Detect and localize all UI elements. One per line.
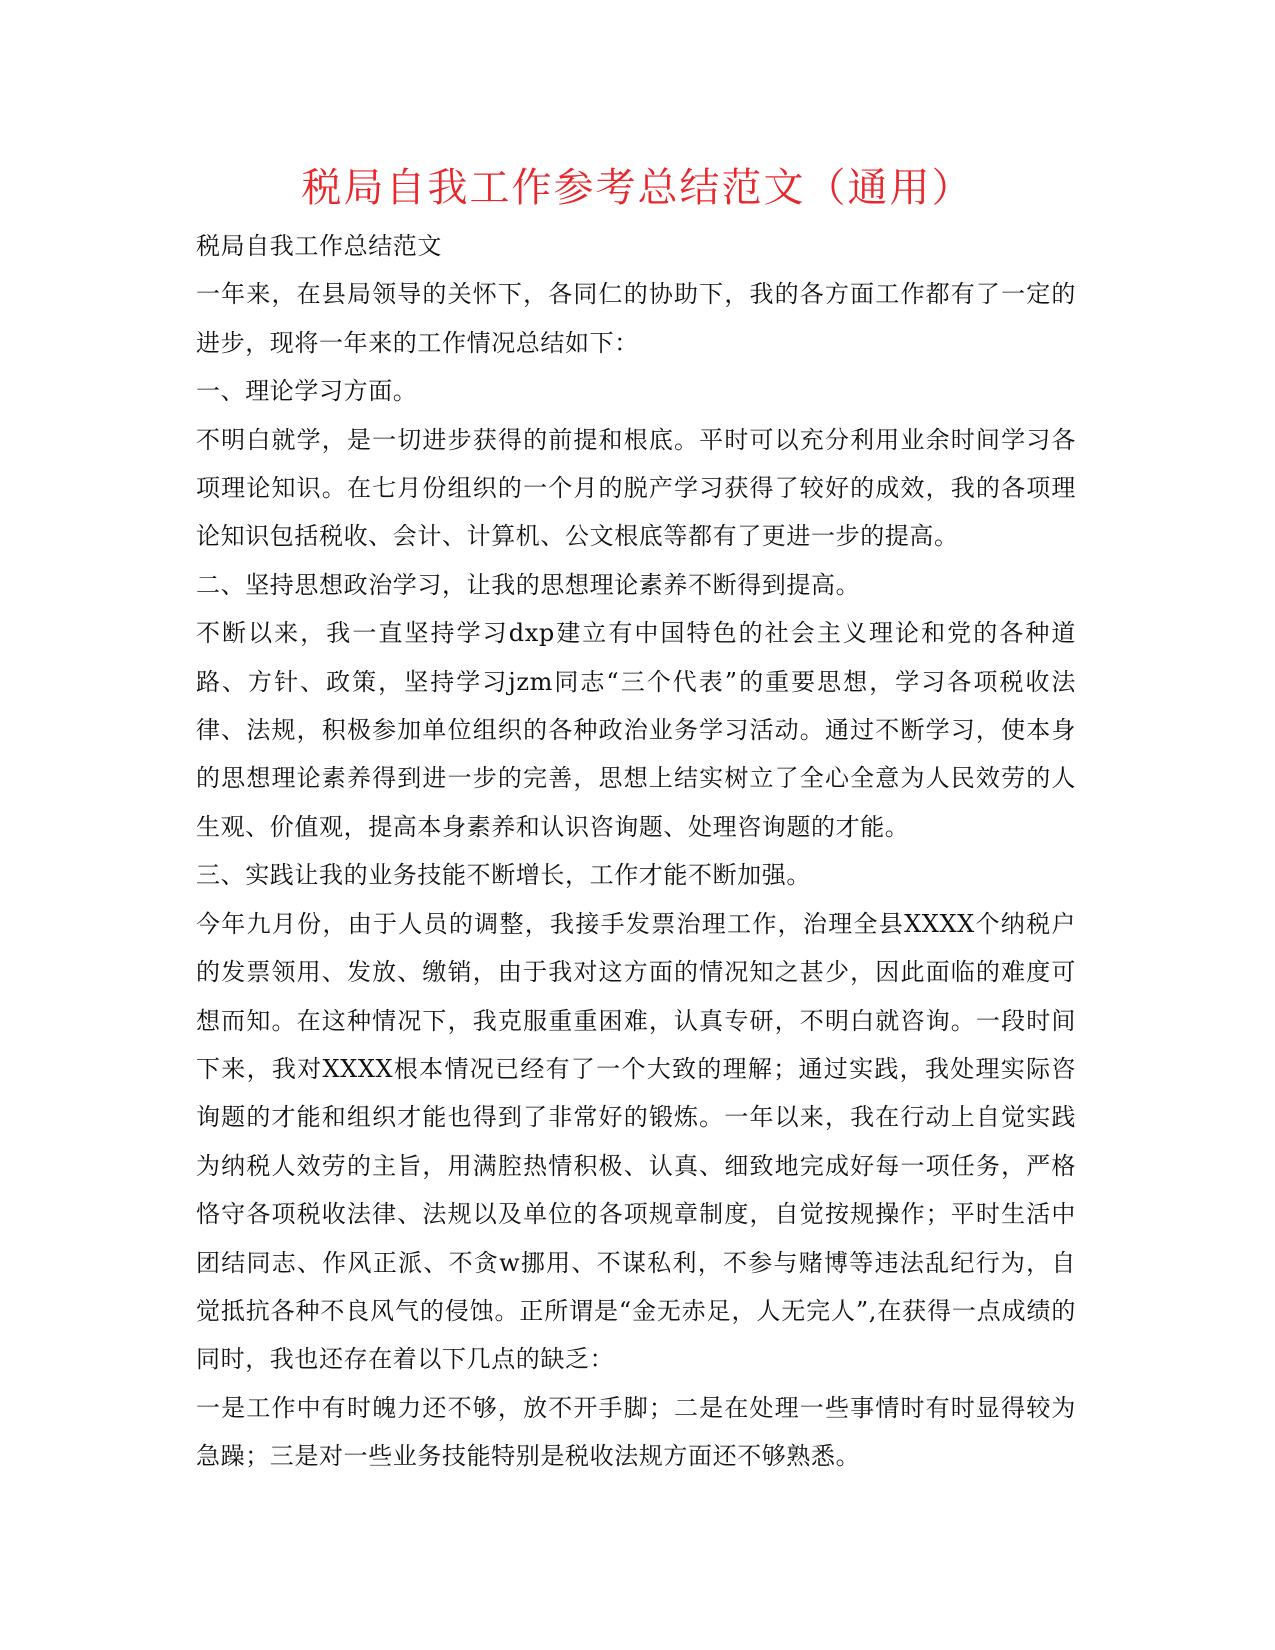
body-paragraph: 今年九月份，由于人员的调整，我接手发票治理工作，治理全县XXXX个纳税户的发票领用、发放、缴销，由于我对这方面的情况知之甚少，因此面临的难度可想而知。在这种情况下，我克服重重困难，认真专研，不明白就咨询。一段时间下来，我对XXXX根本情况已经有了一个大致的理解；通过实践，我处理实际咨询题的才能和组织才能也得到了非常好的锻炼。一年以来，我在行动上自觉实践为纳税人效劳的主旨，用满腔热情积极、认真、细致地完成好每一项任务，严格恪守各项税收法律、法规以及单位的各项规章制度，自觉按规操作；平时生活中团结同志、作风正派、不贪w挪用、不谋私利，不参与赌博等违法乱纪行为，自觉抵抗各种不良风气的侵蚀。正所谓是“金无赤足，人无完人”,在获得一点成绩的同时，我也还存在着以下几点的缺乏： bbox=[196, 909, 1076, 1374]
body-paragraph: 不明白就学，是一切进步获得的前提和根底。平时可以充分利用业余时间学习各项理论知识。在七月份组织的一个月的脱产学习获得了较好的成效，我的各项理论知识包括税收、会计、计算机、公文根底等都有了更进一步的提高。 bbox=[196, 425, 1076, 551]
document-title: 税局自我工作参考总结范文（通用） bbox=[301, 165, 974, 211]
section-heading-2: 二、坚持思想政治学习，让我的思想理论素养不断得到提高。 bbox=[196, 570, 861, 599]
body-paragraph: 不断以来，我一直坚持学习dxp建立有中国特色的社会主义理论和党的各种道路、方针、政策，坚持学习jzm同志“三个代表”的重要思想，学习各项税收法律、法规，积极参加单位组织的各种政治业务学习活动。通过不断学习，使本身的思想理论素养得到进一步的完善，思想上结实树立了全心全意为人民效劳的人生观、价值观，提高本身素养和认识咨询题、处理咨询题的才能。 bbox=[196, 619, 1076, 841]
section-heading-1: 一、理论学习方面。 bbox=[196, 377, 418, 406]
document-body bbox=[196, 222, 1076, 1481]
section-heading-3: 三、实践让我的业务技能不断增长，工作才能不断加强。 bbox=[196, 861, 811, 890]
intro-paragraph: 一年来，在县局领导的关怀下，各同仁的协助下，我的各方面工作都有了一定的进步，现将一年来的工作情况总结如下： bbox=[196, 280, 1076, 357]
body-paragraph: 一是工作中有时魄力还不够，放不开手脚；二是在处理一些事情时有时显得较为急躁；三是对一些业务技能特别是税收法规方面还不够熟悉。 bbox=[196, 1393, 1076, 1471]
subtitle-paragraph: 税局自我工作总结范文 bbox=[196, 232, 442, 260]
